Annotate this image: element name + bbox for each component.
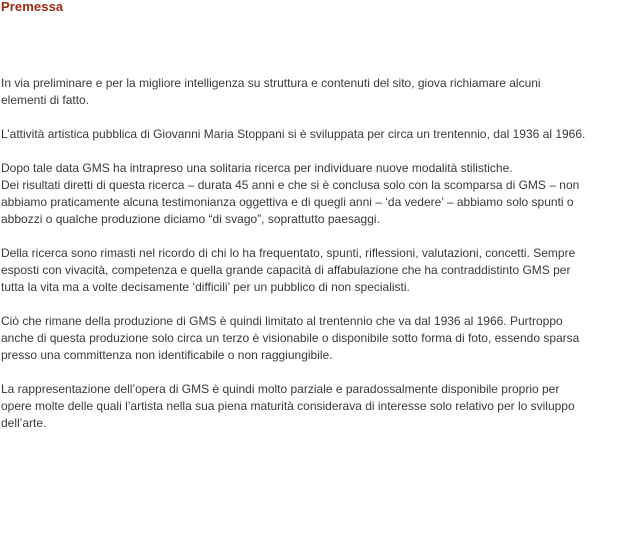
text-line: In via preliminare e per la migliore intelligenza su struttura e contenuti del sito, giova richiamare alcuni — [1, 76, 541, 90]
text-line: tutta la vita ma a volte decisamente ‘difficili’ per un pubblico di non specialisti. — [1, 280, 410, 294]
paragraph-intro — [1, 75, 633, 109]
text-line: abbiamo praticamente alcuna testimonianza oggettiva e di quegli anni – ‘da vedere’ – abbiamo solo spunti o — [1, 195, 574, 209]
text-line: Dopo tale data GMS ha intrapreso una solitaria ricerca per individuare nuove modalità stilistiche. — [1, 161, 513, 175]
text-line: La rappresentazione dell’opera di GMS è quindi molto parziale e paradossalmente disponibile proprio per — [1, 382, 560, 396]
text-line: Ciò che rimane della produzione di GMS è quindi limitato al trentennio che va dal 1936 al 1966. Purtroppo — [1, 314, 563, 328]
paragraph-representation — [1, 381, 633, 432]
text-line: abbozzi o qualche produzione diciamo “di svago”, soprattutto paesaggi. — [1, 212, 380, 226]
paragraph-memories — [1, 245, 633, 296]
text-line: elementi di fatto. — [1, 93, 90, 107]
text-line: L’attività artistica pubblica di Giovanni Maria Stoppani si è sviluppata per circa un trentennio, dal 1936 al 1966. — [1, 127, 586, 141]
text-line: opere molte delle quali l’artista nella sua piena maturità considerava di interesse solo relativo per lo sviluppo — [1, 399, 575, 413]
text-line: dell’arte. — [1, 416, 47, 430]
text-line: presso una committenza non identificabile o non raggiungibile. — [1, 348, 333, 362]
page-title: Premessa — [1, 0, 64, 14]
text-line: Della ricerca sono rimasti nel ricordo di chi lo ha frequentato, spunti, riflessioni, valutazioni, concetti. Sempre — [1, 246, 576, 260]
paragraph-production — [1, 313, 633, 364]
text-line: anche di questa produzione solo circa un terzo è visionabile o disponibile sotto forma di foto, essendo sparsa — [1, 331, 580, 345]
text-line: esposti con vivacità, competenza e quella grande capacità di affabulazione che ha contraddistinto GMS per — [1, 263, 571, 277]
paragraph-research — [1, 160, 633, 228]
paragraph-activity — [1, 126, 633, 143]
intro-text — [1, 75, 633, 449]
text-line: Dei risultati diretti di questa ricerca – durata 45 anni e che si è conclusa solo con la scomparsa di GMS – non — [1, 178, 580, 192]
